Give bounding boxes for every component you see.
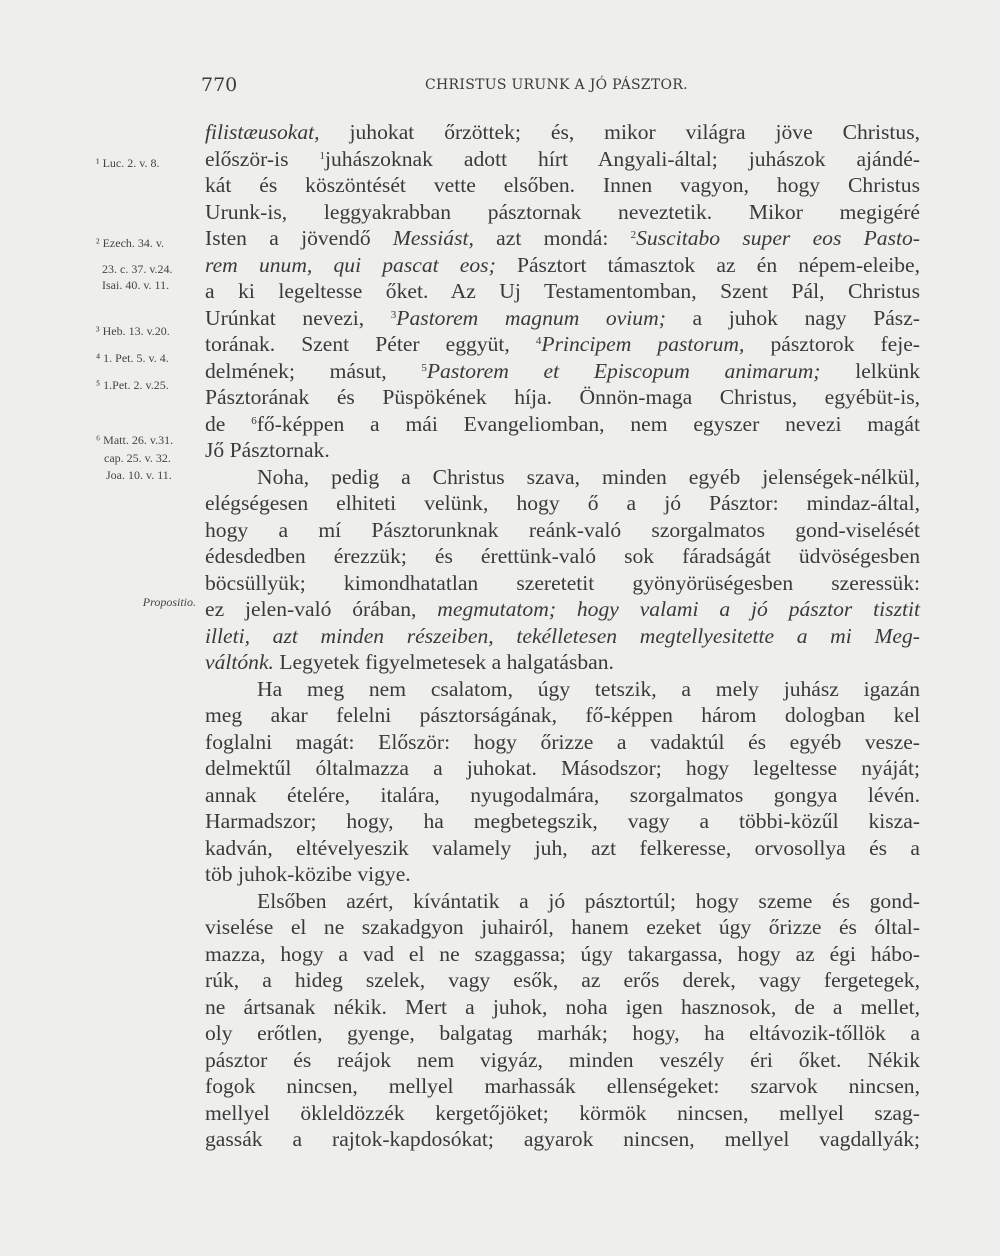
text-line: pásztor és reájok nem vigyáz, minden veszély éri őket. Nékik xyxy=(205,1047,920,1072)
latin-text: Pastorem magnum ovium; xyxy=(396,305,666,330)
text-line: Noha, pedig a Christus szava, minden egyéb jelenségek-nélkül, xyxy=(257,464,920,489)
text-line xyxy=(205,358,920,385)
text-line: Jő Pásztornak. xyxy=(205,438,330,462)
latin-text: filistæusokat, xyxy=(205,120,320,144)
text-line: kadván, eltévelyeszik valamely juh, azt felkeresse, orvosollya és a xyxy=(205,835,920,860)
line-text: Urúnkat nevezi, xyxy=(205,305,391,330)
latin-text: Pastorem et Episcopum animarum; xyxy=(426,358,821,383)
text-line: mazza, hogy a vad el ne szaggassa; úgy takargassa, hogy az égi hábo- xyxy=(205,941,920,966)
text-line xyxy=(205,146,920,173)
text-line xyxy=(205,331,920,358)
italic-text: váltónk. xyxy=(205,650,274,674)
text-line: hogy a mí Pásztorunknak reánk-való szorgalmatos gond-viselését xyxy=(205,517,920,542)
text-line: viselése el ne szakadgyon juhairól, hanem ezeket úgy őrizze és óltal- xyxy=(205,915,920,939)
line-text: torának. Szent Péter eggyüt, xyxy=(205,332,536,356)
margin-note: ³ Heb. 13. v.20. xyxy=(96,324,170,338)
text-line: rúk, a hideg szelek, vagy esők, az erős derek, vagy fergetegek, xyxy=(205,968,920,992)
margin-note: 23. c. 37. v.24. xyxy=(102,262,173,276)
text-line: ne ártsanak nékik. Mert a juhok, noha igen hasznosok, de a mellet, xyxy=(205,994,920,1019)
latin-text: Principem pastorum, xyxy=(541,332,745,356)
footnote-marker: 4 xyxy=(535,335,542,347)
text-line: töb juhok-közibe vigye. xyxy=(205,862,411,886)
text-line: annak ételére, italára, nyugodalmára, szorgalmatos gongya lévén. xyxy=(205,782,920,807)
margin-note-propositio: Propositio. xyxy=(142,595,196,609)
text-line xyxy=(205,252,920,279)
footnote-marker: 5 xyxy=(421,361,427,374)
text-line: Pásztorának és Püspökének híja. Önnön-maga Christus, egyébüt-is, xyxy=(205,385,920,409)
text-line xyxy=(205,623,920,650)
margin-note: ⁴ 1. Pet. 5. v. 4. xyxy=(96,351,169,365)
line-text: azt mondá: xyxy=(473,226,631,250)
latin-text: rem unum, qui pascat eos; xyxy=(205,252,496,277)
page-text xyxy=(205,119,920,1153)
line-text: lelkünk xyxy=(820,358,920,383)
margin-note: ² Ezech. 34. v. xyxy=(96,236,165,250)
margin-note: ¹ Luc. 2. v. 8. xyxy=(96,156,160,170)
line-text: ez jelen-való órában, xyxy=(205,597,438,621)
text-line: fogok nincsen, mellyel marhassák ellenségeket: szarvok nincsen, xyxy=(205,1074,920,1098)
text-line xyxy=(205,225,920,252)
text-line xyxy=(205,411,920,438)
latin-text: Suscitabo super eos Pasto- xyxy=(636,226,920,250)
margin-note: cap. 25. v. 32. xyxy=(104,451,171,465)
text-line: gassák a rajtok-kapdosókat; agyarok nincsen, mellyel vagdallyák; xyxy=(205,1127,920,1151)
text-line: édesdedben érezzük; és érettünk-való sok fáradságát üdvöségesben xyxy=(205,544,920,568)
text-line xyxy=(205,649,920,676)
margin-note: ⁶ Matt. 26. v.31. xyxy=(96,433,174,447)
text-line xyxy=(205,119,920,146)
text-line: elégségesen elhiteti velünk, hogy ő a jó Pásztor: mindaz-által, xyxy=(205,491,920,515)
text-line: oly erőtlen, gyenge, balgatag marhák; hogy, ha eltávozik-tőllök a xyxy=(205,1021,920,1045)
line-text: Isten a jövendő xyxy=(205,226,393,250)
line-text: Legyetek figyelmetesek a halgatásban. xyxy=(273,650,614,674)
text-line: mellyel ökleldözzék kergetőjöket; körmök nincsen, mellyel szag- xyxy=(205,1100,920,1125)
text-line: foglalni magát: Először: hogy őrizze a vadaktúl és egyéb vesze- xyxy=(205,729,920,754)
margin-note: Isai. 40. v. 11. xyxy=(102,278,170,292)
running-title: CHRISTUS URUNK A JÓ PÁSZTOR. xyxy=(425,77,688,93)
line-text: először-is xyxy=(205,146,320,171)
margin-note: ⁵ 1.Pet. 2. v.25. xyxy=(96,378,169,392)
line-text: delmének; másut, xyxy=(205,358,422,383)
italic-text: Messiást, xyxy=(392,226,474,250)
line-text: a juhok nagy Pász- xyxy=(665,305,920,330)
text-line: Elsőben azért, kívántatik a jó pásztortúl; hogy szeme és gond- xyxy=(257,888,920,913)
line-text: de xyxy=(205,411,252,436)
footnote-marker: 6 xyxy=(251,414,257,427)
footnote-marker: 2 xyxy=(630,229,637,241)
text-line: Urunk-is, leggyakrabban pásztornak neveztetik. Mikor megigéré xyxy=(205,199,920,224)
italic-text: illeti, azt minden részeiben, tekélletesen megtellyesitette a mi Meg- xyxy=(205,623,920,648)
line-text: Pásztort támasztok az én népem-eleibe, xyxy=(495,252,920,277)
text-line: Harmadszor; hogy, ha megbetegszik, vagy a többi-közűl kisza- xyxy=(205,809,920,833)
text-line: böcsüllyük; kimondhatatlan szeretetit gyönyörüségesben szeressük: xyxy=(205,570,920,595)
page-number: 770 xyxy=(201,74,238,96)
line-text: pásztorok feje- xyxy=(744,332,920,356)
line-text: fő-képpen a mái Evangeliomban, nem egyszer nevezi magát xyxy=(256,411,921,436)
text-line: kát és köszöntését vette elsőben. Innen vagyon, hogy Christus xyxy=(205,173,920,197)
text-line: a ki legeltesse őket. Az Uj Testamentomban, Szent Pál, Christus xyxy=(205,279,920,303)
footnote-marker: 3 xyxy=(390,308,397,321)
margin-notes xyxy=(96,0,206,1256)
italic-text: megmutatom; hogy valami a jó pásztor tisztit xyxy=(437,597,920,621)
text-line: delmektűl óltalmazza a juhokat. Másodszor; hogy legeltesse nyáját; xyxy=(205,756,920,780)
page-header xyxy=(201,74,920,98)
margin-note: Joa. 10. v. 11. xyxy=(106,468,172,482)
line-text: juhászoknak adott hírt Angyali-által; juhászok ajándé- xyxy=(325,146,921,171)
text-line: meg akar felelni pásztorságának, fő-képpen három dologban kel xyxy=(205,703,920,727)
text-line: Ha meg nem csalatom, úgy tetszik, a mely juhász igazán xyxy=(257,676,920,701)
line-text: juhokat őrzöttek; és, mikor világra jöve Christus, xyxy=(319,120,920,144)
footnote-marker: 1 xyxy=(319,149,325,162)
text-line xyxy=(205,596,920,623)
text-line xyxy=(205,305,920,332)
